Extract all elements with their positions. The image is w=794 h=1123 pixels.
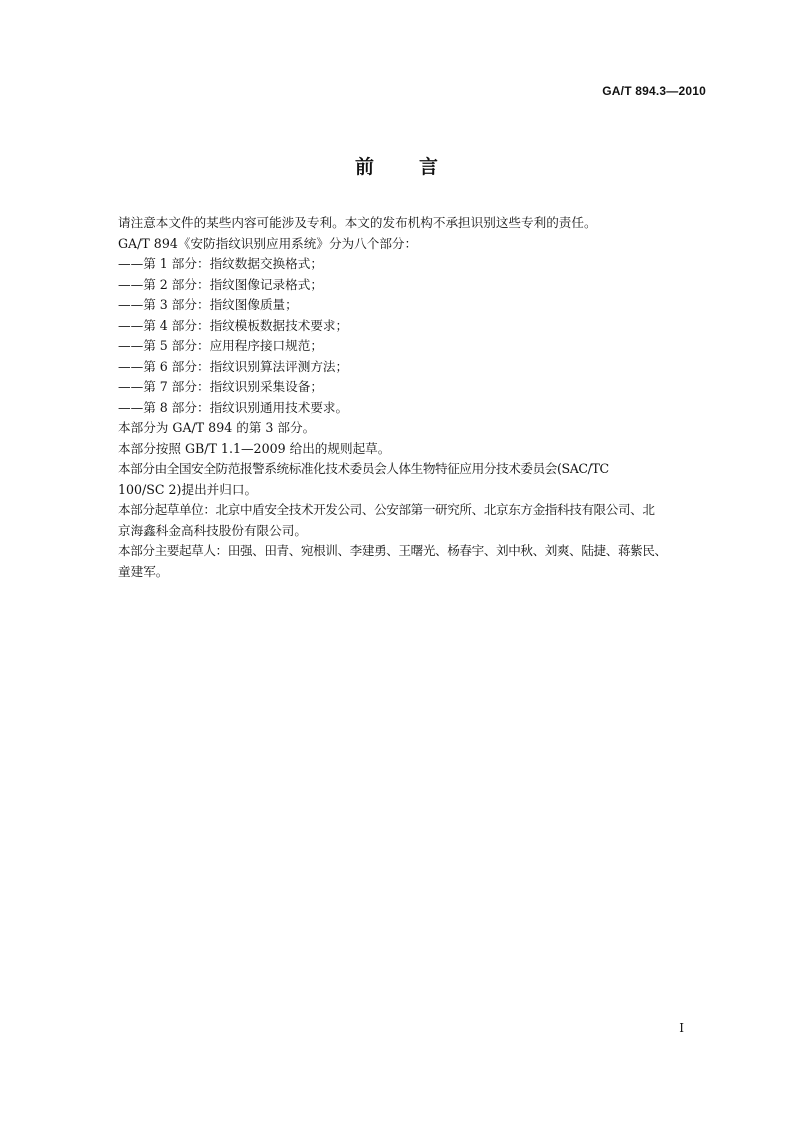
title-char-2: 言 bbox=[419, 156, 440, 178]
list-item: ——第 8 部分：指纹识别通用技术要求。 bbox=[118, 399, 349, 415]
paragraph-line: 童建军。 bbox=[118, 563, 169, 579]
list-item: ——第 7 部分：指纹识别采集设备； bbox=[118, 379, 323, 394]
title-char-1: 前 bbox=[354, 156, 375, 178]
paragraph-line: 京海鑫科金高科技股份有限公司。 bbox=[118, 522, 307, 538]
list-item: ——第 6 部分：指纹识别算法评测方法； bbox=[118, 358, 349, 374]
paragraph-line: 本部分主要起草人：田强、田青、宛根训、李建勇、王曙光、杨春宇、刘中秋、刘爽、陆捷、蒋紫民、 bbox=[118, 543, 667, 558]
paragraph: GA/T 894《安防指纹识别应用系统》分为八个部分： bbox=[118, 235, 418, 251]
page-title bbox=[0, 152, 794, 179]
paragraph-line: 本部分起草单位：北京中盾安全技术开发公司、公安部第一研究所、北京东方金指科技有限公司、北 bbox=[118, 502, 655, 517]
paragraph-line: 100/SC 2)提出并归口。 bbox=[118, 481, 258, 497]
list-item: ——第 2 部分：指纹图像记录格式； bbox=[118, 276, 323, 292]
paragraph: 请注意本文件的某些内容可能涉及专利。本文的发布机构不承担识别这些专利的责任。 bbox=[118, 215, 597, 230]
list-item: ——第 1 部分：指纹数据交换格式； bbox=[118, 256, 323, 271]
document-code: GA/T 894.3—2010 bbox=[602, 84, 706, 98]
list-item: ——第 4 部分：指纹模板数据技术要求； bbox=[118, 317, 349, 333]
paragraph-line: 本部分由全国安全防范报警系统标准化技术委员会人体生物特征应用分技术委员会(SAC/TC bbox=[118, 461, 609, 476]
list-item: ——第 5 部分：应用程序接口规范； bbox=[118, 338, 323, 353]
paragraph-drafting-units bbox=[118, 500, 708, 541]
paragraph-drafters bbox=[118, 541, 708, 582]
page-number: I bbox=[679, 1021, 684, 1035]
paragraph-proposer bbox=[118, 459, 708, 500]
preface-body bbox=[118, 213, 708, 582]
paragraph: 本部分按照 GB/T 1.1—2009 给出的规则起草。 bbox=[118, 440, 391, 456]
paragraph: 本部分为 GA/T 894 的第 3 部分。 bbox=[118, 420, 316, 435]
list-item: ——第 3 部分：指纹图像质量； bbox=[118, 297, 298, 312]
